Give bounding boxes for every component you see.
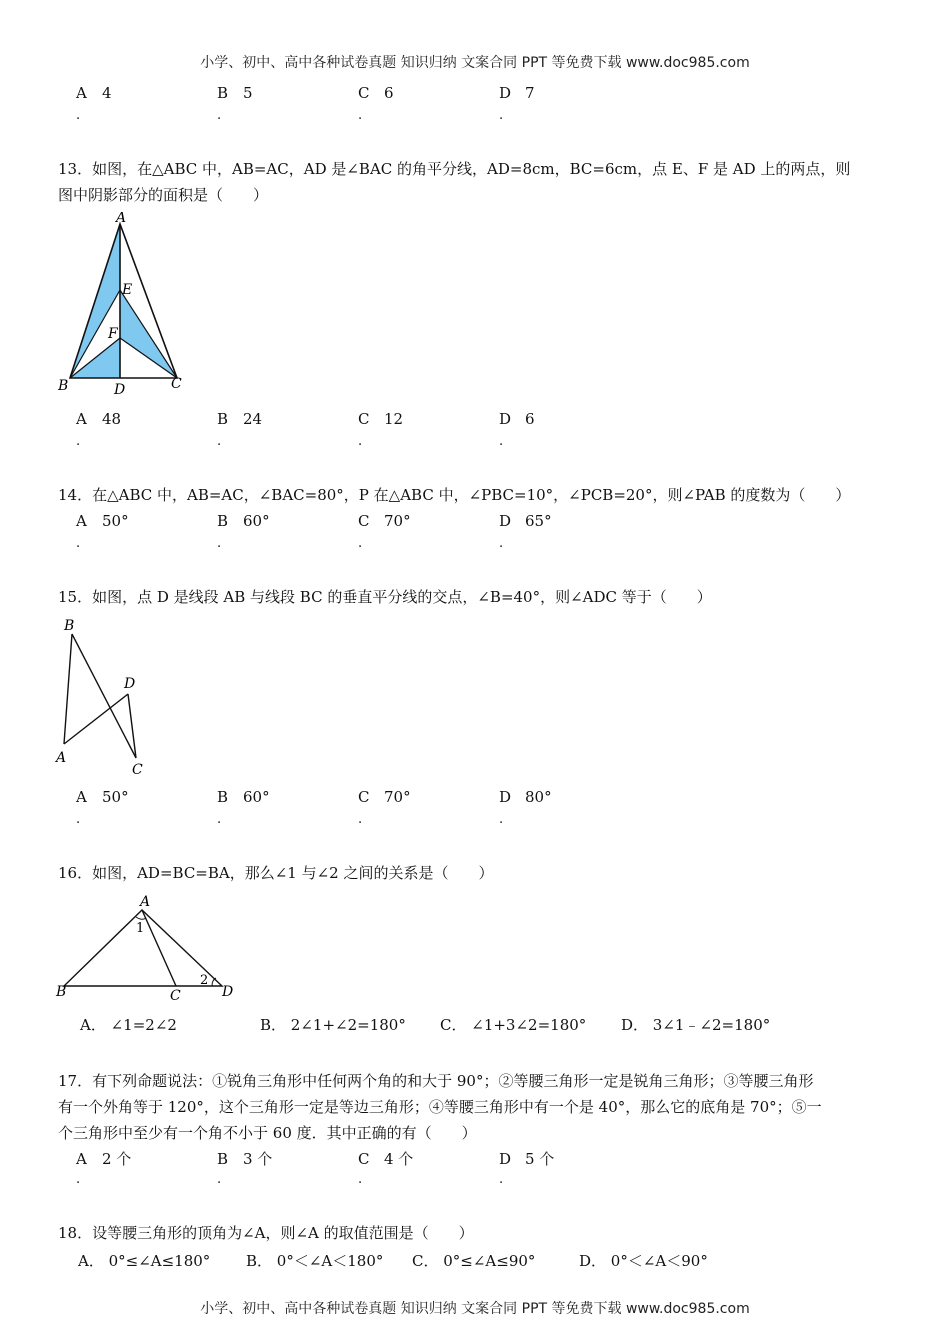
- q18-option-a[interactable]: A． 0°≤∠A≤180°: [78, 1252, 211, 1270]
- q16-label-c: C: [170, 988, 181, 1002]
- q16-stem: 16．如图，AD=BC=BA，那么∠1 与∠2 之间的关系是（ ）: [58, 864, 494, 882]
- option-dot: .: [358, 536, 363, 551]
- option-dot: .: [76, 108, 81, 123]
- q13-label-f: F: [108, 326, 118, 342]
- option-dot: .: [217, 108, 222, 123]
- option-dot: .: [358, 1172, 363, 1187]
- q18-option-c[interactable]: C． 0°≤∠A≤90°: [412, 1252, 536, 1270]
- q15-option-a[interactable]: A 50°: [76, 788, 129, 806]
- q16-option-b[interactable]: B． 2∠1+∠2=180°: [260, 1016, 406, 1034]
- q15-stem: 15．如图，点 D 是线段 AB 与线段 BC 的垂直平分线的交点，∠B=40°，则∠ADC 等于（ ）: [58, 588, 712, 606]
- q16-segment-ac: [142, 910, 176, 986]
- q15-segment-ba: [64, 634, 72, 744]
- option-dot: .: [499, 1172, 504, 1187]
- q18-stem: 18．设等腰三角形的顶角为∠A，则∠A 的取值范围是（ ）: [58, 1224, 474, 1242]
- q15-figure: [52, 614, 162, 780]
- q17-option-d[interactable]: D 5 个: [499, 1150, 555, 1168]
- q14-option-d[interactable]: D 65°: [499, 512, 552, 530]
- q12-option-a[interactable]: A 4: [76, 84, 112, 102]
- option-dot: .: [76, 812, 81, 827]
- q14-option-c[interactable]: C 70°: [358, 512, 411, 530]
- q15-option-d[interactable]: D 80°: [499, 788, 552, 806]
- q17-option-b[interactable]: B 3 个: [217, 1150, 273, 1168]
- q12-option-b[interactable]: B 5: [217, 84, 253, 102]
- q16-label-d: D: [222, 984, 234, 1000]
- q15-label-a: A: [56, 750, 67, 766]
- option-dot: .: [217, 812, 222, 827]
- q16-label-angle-1: 1: [136, 921, 145, 936]
- q15-label-d: D: [124, 676, 136, 692]
- q15-option-b[interactable]: B 60°: [217, 788, 270, 806]
- option-dot: .: [358, 434, 363, 449]
- q14-option-a[interactable]: A 50°: [76, 512, 129, 530]
- q13-option-c[interactable]: C 12: [358, 410, 404, 428]
- q13-figure: [52, 212, 192, 398]
- q13-label-c: C: [171, 376, 182, 392]
- option-dot: .: [358, 812, 363, 827]
- q16-label-b: B: [56, 984, 67, 1000]
- option-dot: .: [499, 108, 504, 123]
- q18-option-b[interactable]: B． 0°＜∠A＜180°: [246, 1252, 384, 1270]
- q12-option-c[interactable]: C 6: [358, 84, 394, 102]
- q16-option-c[interactable]: C． ∠1+3∠2=180°: [440, 1016, 587, 1034]
- option-dot: .: [76, 536, 81, 551]
- q13-label-d: D: [114, 382, 126, 398]
- option-dot: .: [217, 536, 222, 551]
- q13-option-a[interactable]: A 48: [76, 410, 122, 428]
- q13-option-d[interactable]: D 6: [499, 410, 535, 428]
- q12-option-d[interactable]: D 7: [499, 84, 535, 102]
- q13-option-b[interactable]: B 24: [217, 410, 263, 428]
- q13-label-e: E: [122, 282, 133, 298]
- q18-option-d[interactable]: D． 0°＜∠A＜90°: [579, 1252, 708, 1270]
- option-dot: .: [217, 1172, 222, 1187]
- header-banner: 小学、初中、高中各种试卷真题 知识归纳 文案合同 PPT 等免费下载 www.doc985.com: [200, 55, 750, 71]
- q15-segment-dc: [128, 694, 136, 758]
- q16-option-a[interactable]: A． ∠1=2∠2: [80, 1016, 177, 1034]
- q17-option-c[interactable]: C 4 个: [358, 1150, 414, 1168]
- q14-option-b[interactable]: B 60°: [217, 512, 270, 530]
- q16-angle-1-arc: [136, 917, 146, 919]
- q16-label-angle-2: 2: [200, 973, 209, 988]
- option-dot: .: [76, 1172, 81, 1187]
- q16-option-d[interactable]: D． 3∠1﹣∠2=180°: [621, 1016, 771, 1034]
- option-dot: .: [76, 434, 81, 449]
- option-dot: .: [358, 108, 363, 123]
- option-dot: .: [217, 434, 222, 449]
- q17-option-a[interactable]: A 2 个: [76, 1150, 132, 1168]
- q13-label-a: A: [116, 212, 127, 226]
- q16-figure: [52, 890, 242, 1002]
- option-dot: .: [499, 434, 504, 449]
- q16-label-a: A: [140, 894, 151, 910]
- q17-stem: 17．有下列命题说法：①锐角三角形中任何两个角的和大于 90°；②等腰三角形一定是锐角三角形；③等腰三角形 有一个外角等于 120°，这个三角形一定是等边三角形；④等腰三角形中有一个是 40°，那么它的底角是 70°；⑤一 个三角形中至少有一个角不小于 60 度．其中正确的有（ ）: [58, 1072, 822, 1142]
- q15-label-c: C: [132, 762, 143, 778]
- q13-label-b: B: [58, 378, 69, 394]
- q14-stem: 14．在△ABC 中，AB=AC，∠BAC=80°，P 在△ABC 中，∠PBC=10°，∠PCB=20°，则∠PAB 的度数为（ ）: [58, 486, 851, 504]
- option-dot: .: [499, 536, 504, 551]
- q15-segment-ad: [64, 694, 128, 744]
- q15-label-b: B: [64, 618, 75, 634]
- option-dot: .: [499, 812, 504, 827]
- q15-option-c[interactable]: C 70°: [358, 788, 411, 806]
- q13-stem: 13．如图，在△ABC 中，AB=AC，AD 是∠BAC 的角平分线，AD=8cm，BC=6cm，点 E、F 是 AD 上的两点，则 图中阴影部分的面积是（ ）: [58, 160, 851, 204]
- footer-banner: 小学、初中、高中各种试卷真题 知识归纳 文案合同 PPT 等免费下载 www.doc985.com: [200, 1301, 750, 1317]
